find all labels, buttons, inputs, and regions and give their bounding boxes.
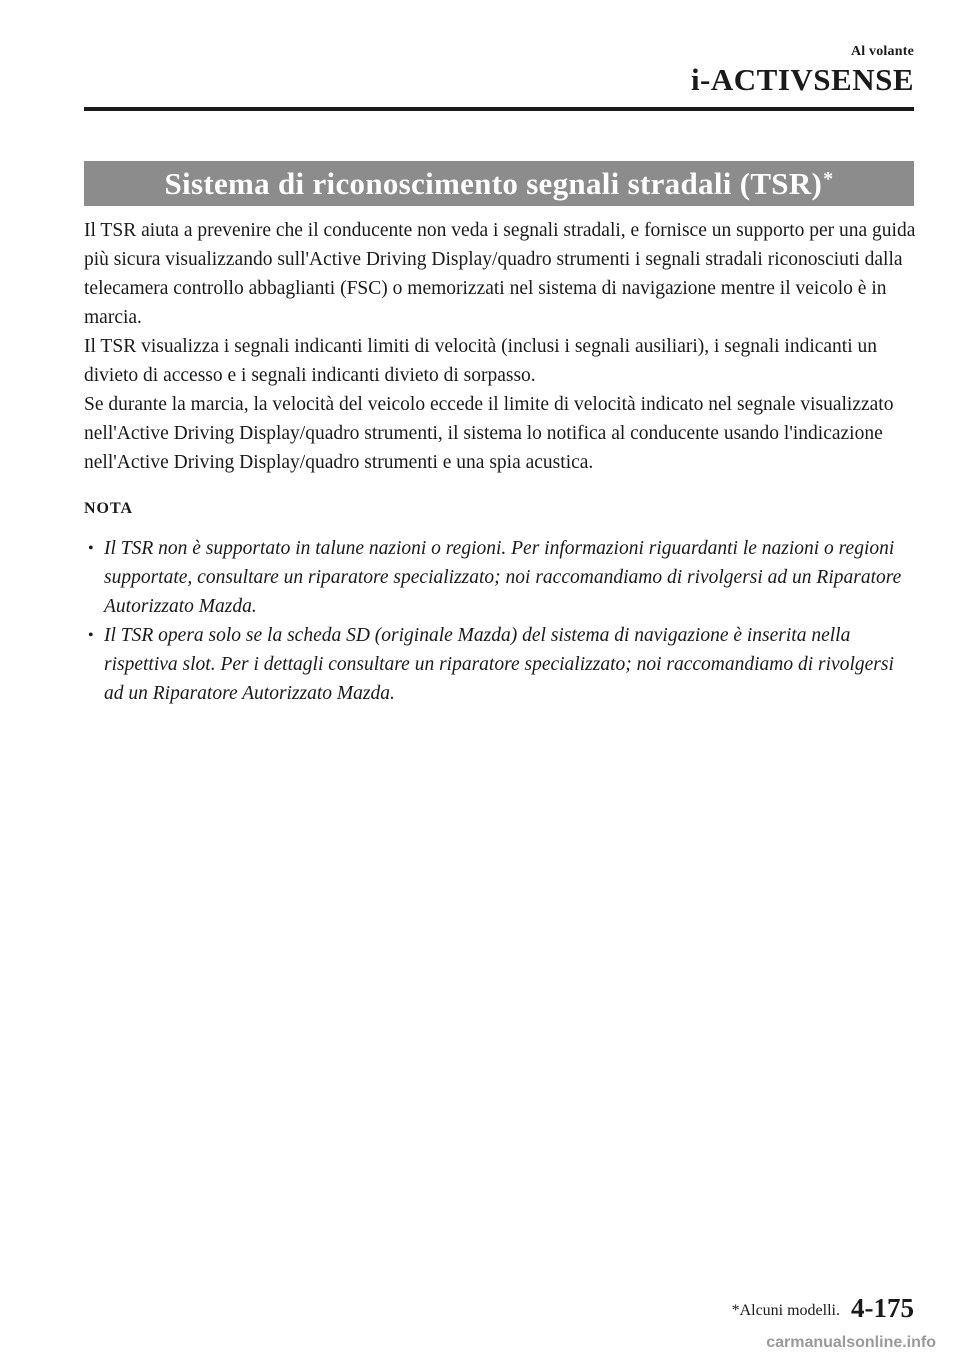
- body-text: [84, 216, 918, 477]
- bullet-icon: •: [88, 540, 94, 557]
- note-list: [88, 534, 916, 708]
- note-item: [88, 621, 916, 708]
- note-item-text: Il TSR opera solo se la scheda SD (originale Mazda) del sistema di navigazione è inserita nella rispettiva slot. Per i dettagli consultare un riparatore specializzato; noi raccomandiamo di rivolgersi ad un Riparatore Autorizzato Mazda.: [104, 625, 894, 704]
- header-divider: [84, 107, 914, 111]
- page-number: 4-175: [851, 1293, 914, 1323]
- chapter-header: Al volante: [850, 44, 914, 59]
- paragraph: Il TSR aiuta a prevenire che il conducente non veda i segnali stradali, e fornisce un supporto per una guida più sicura visualizzando sull'Active Driving Display/quadro strumenti i segnali stradali riconosciuti dalla telecamera controllo abbaglianti (FSC) o memorizzati nel sistema di navigazione mentre il veicolo è in marcia.: [84, 220, 916, 328]
- note-item: [88, 534, 916, 621]
- section-header: i-ACTIVSENSE: [690, 62, 914, 97]
- paragraph: Il TSR visualizza i segnali indicanti limiti di velocità (inclusi i segnali ausiliari), i segnali indicanti un divieto di accesso e i segnali indicanti divieto di sorpasso.: [84, 336, 878, 386]
- optional-equipment-marker: *: [823, 168, 834, 190]
- paragraph: Se durante la marcia, la velocità del veicolo eccede il limite di velocità indicato nel segnale visualizzato nell'Active Driving Display/quadro strumenti, il sistema lo notifica al conducente usando l'indicazione nell'Active Driving Display/quadro strumenti e una spia acustica.: [84, 394, 894, 473]
- watermark: carmanualsonline.info: [766, 1334, 936, 1351]
- note-item-text: Il TSR non è supportato in talune nazioni o regioni. Per informazioni riguardanti le nazioni o regioni supportate, consultare un riparatore specializzato; noi raccomandiamo di rivolgersi ad un Riparatore Autorizzato Mazda.: [104, 538, 902, 617]
- bullet-icon: •: [88, 627, 94, 644]
- section-title-bar: [84, 161, 914, 206]
- note-title: NOTA: [84, 500, 134, 517]
- section-title: Sistema di riconoscimento segnali stradali (TSR): [164, 165, 823, 201]
- footer-note: *Alcuni modelli.: [731, 1302, 840, 1319]
